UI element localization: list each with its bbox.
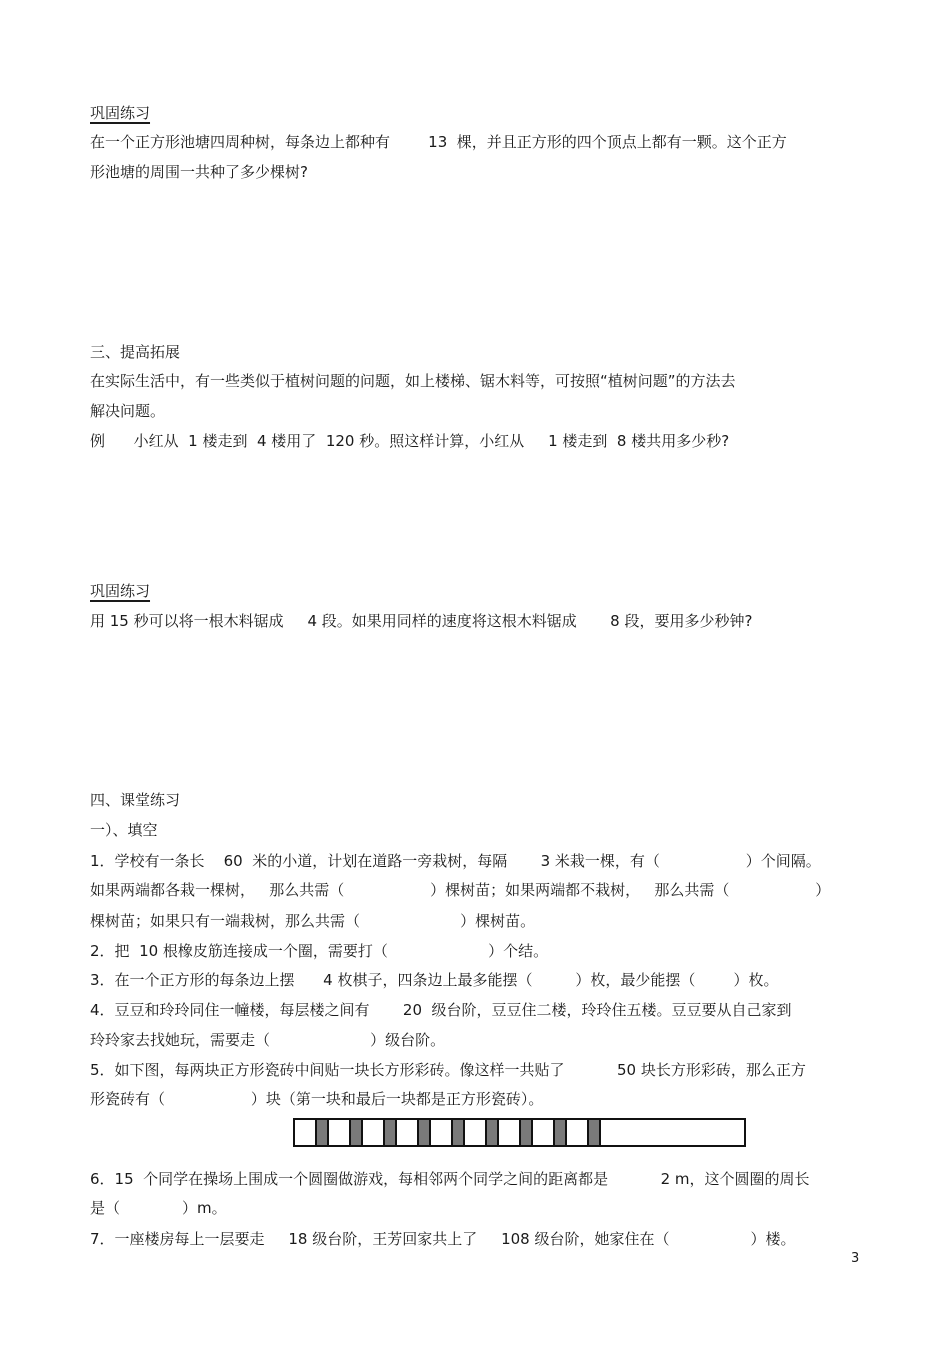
question-2: 2．把 10 根橡皮筋连接成一个圈，需要打（ ）个结。 xyxy=(90,942,549,960)
question-6-line-2: 是（ ）m。 xyxy=(90,1199,227,1217)
practice1-heading: 巩固练习 xyxy=(90,104,151,122)
practice2-heading: 巩固练习 xyxy=(90,582,151,600)
section-three-heading: 三、提高拓展 xyxy=(90,343,181,361)
practice1-line-2: 形池塘的周围一共种了多少棵树? xyxy=(90,163,308,181)
rect-tile xyxy=(351,1120,363,1145)
question-5-line-1: 5．如下图，每两块正方形瓷砖中间贴一块长方形彩砖。像这样一共贴了 50 块长方形彩砖，那么正方 xyxy=(90,1061,806,1079)
square-tile xyxy=(431,1120,453,1145)
question-7: 7．一座楼房每上一层要走 18 级台阶，王芳回家共上了 108 级台阶，她家住在（ ）楼。 xyxy=(90,1230,796,1248)
question-6-line-1: 6．15 个同学在操场上围成一个圆圈做游戏，每相邻两个同学之间的距离都是 2 m，这个圆圈的周长 xyxy=(90,1170,810,1188)
practice2-line-1: 用 15 秒可以将一根木料锯成 4 段。如果用同样的速度将这根木料锯成 8 段，要用多少秒钟? xyxy=(90,612,753,630)
square-tile xyxy=(533,1120,555,1145)
square-tile xyxy=(567,1120,589,1145)
question-5-line-2: 形瓷砖有（ ）块（第一块和最后一块都是正方形瓷砖）。 xyxy=(90,1090,544,1108)
section-four-heading: 四、课堂练习 xyxy=(90,791,181,809)
rect-tile xyxy=(419,1120,431,1145)
square-tile xyxy=(329,1120,351,1145)
section-three-line-1: 在实际生活中，有一些类似于植树问题的问题，如上楼梯、锯木料等，可按照“植树问题”的方法去 xyxy=(90,372,736,390)
section-three-example: 例 小红从 1 楼走到 4 楼用了 120 秒。照这样计算，小红从 1 楼走到 8 楼共用多少秒? xyxy=(90,432,730,450)
practice1-line-1: 在一个正方形池塘四周种树，每条边上都种有 13 棵，并且正方形的四个顶点上都有一颗。这个正方 xyxy=(90,133,787,151)
rect-tile xyxy=(385,1120,397,1145)
section-three-line-2: 解决问题。 xyxy=(90,402,166,420)
square-tile xyxy=(397,1120,419,1145)
square-tile xyxy=(295,1120,317,1145)
question-4-line-1: 4．豆豆和玲玲同住一幢楼，每层楼之间有 20 级台阶，豆豆住二楼，玲玲住五楼。豆豆要从自己家到 xyxy=(90,1001,792,1019)
tile-strip-figure xyxy=(293,1118,746,1147)
section-four-subheading: 一）、填空 xyxy=(90,821,158,839)
question-1-line-1: 1．学校有一条长 60 米的小道，计划在道路一旁栽树，每隔 3 米栽一棵，有（ ）个间隔。 xyxy=(90,852,821,870)
square-tile xyxy=(499,1120,521,1145)
rect-tile xyxy=(317,1120,329,1145)
square-tile xyxy=(601,1120,623,1145)
rect-tile xyxy=(589,1120,601,1145)
question-1-line-2: 如果两端都各栽一棵树， 那么共需（ ）棵树苗；如果两端都不栽树， 那么共需（ ） xyxy=(90,881,831,899)
question-4-line-2: 玲玲家去找她玩，需要走（ ）级台阶。 xyxy=(90,1031,446,1049)
rect-tile xyxy=(453,1120,465,1145)
square-tile xyxy=(363,1120,385,1145)
question-3: 3．在一个正方形的每条边上摆 4 枚棋子，四条边上最多能摆（ ）枚，最少能摆（ ）枚。 xyxy=(90,971,779,989)
rect-tile xyxy=(487,1120,499,1145)
question-1-line-3: 棵树苗；如果只有一端栽树，那么共需（ ）棵树苗。 xyxy=(90,912,536,930)
square-tile xyxy=(465,1120,487,1145)
rect-tile xyxy=(555,1120,567,1145)
rect-tile xyxy=(521,1120,533,1145)
page-number: 3 xyxy=(851,1251,860,1266)
